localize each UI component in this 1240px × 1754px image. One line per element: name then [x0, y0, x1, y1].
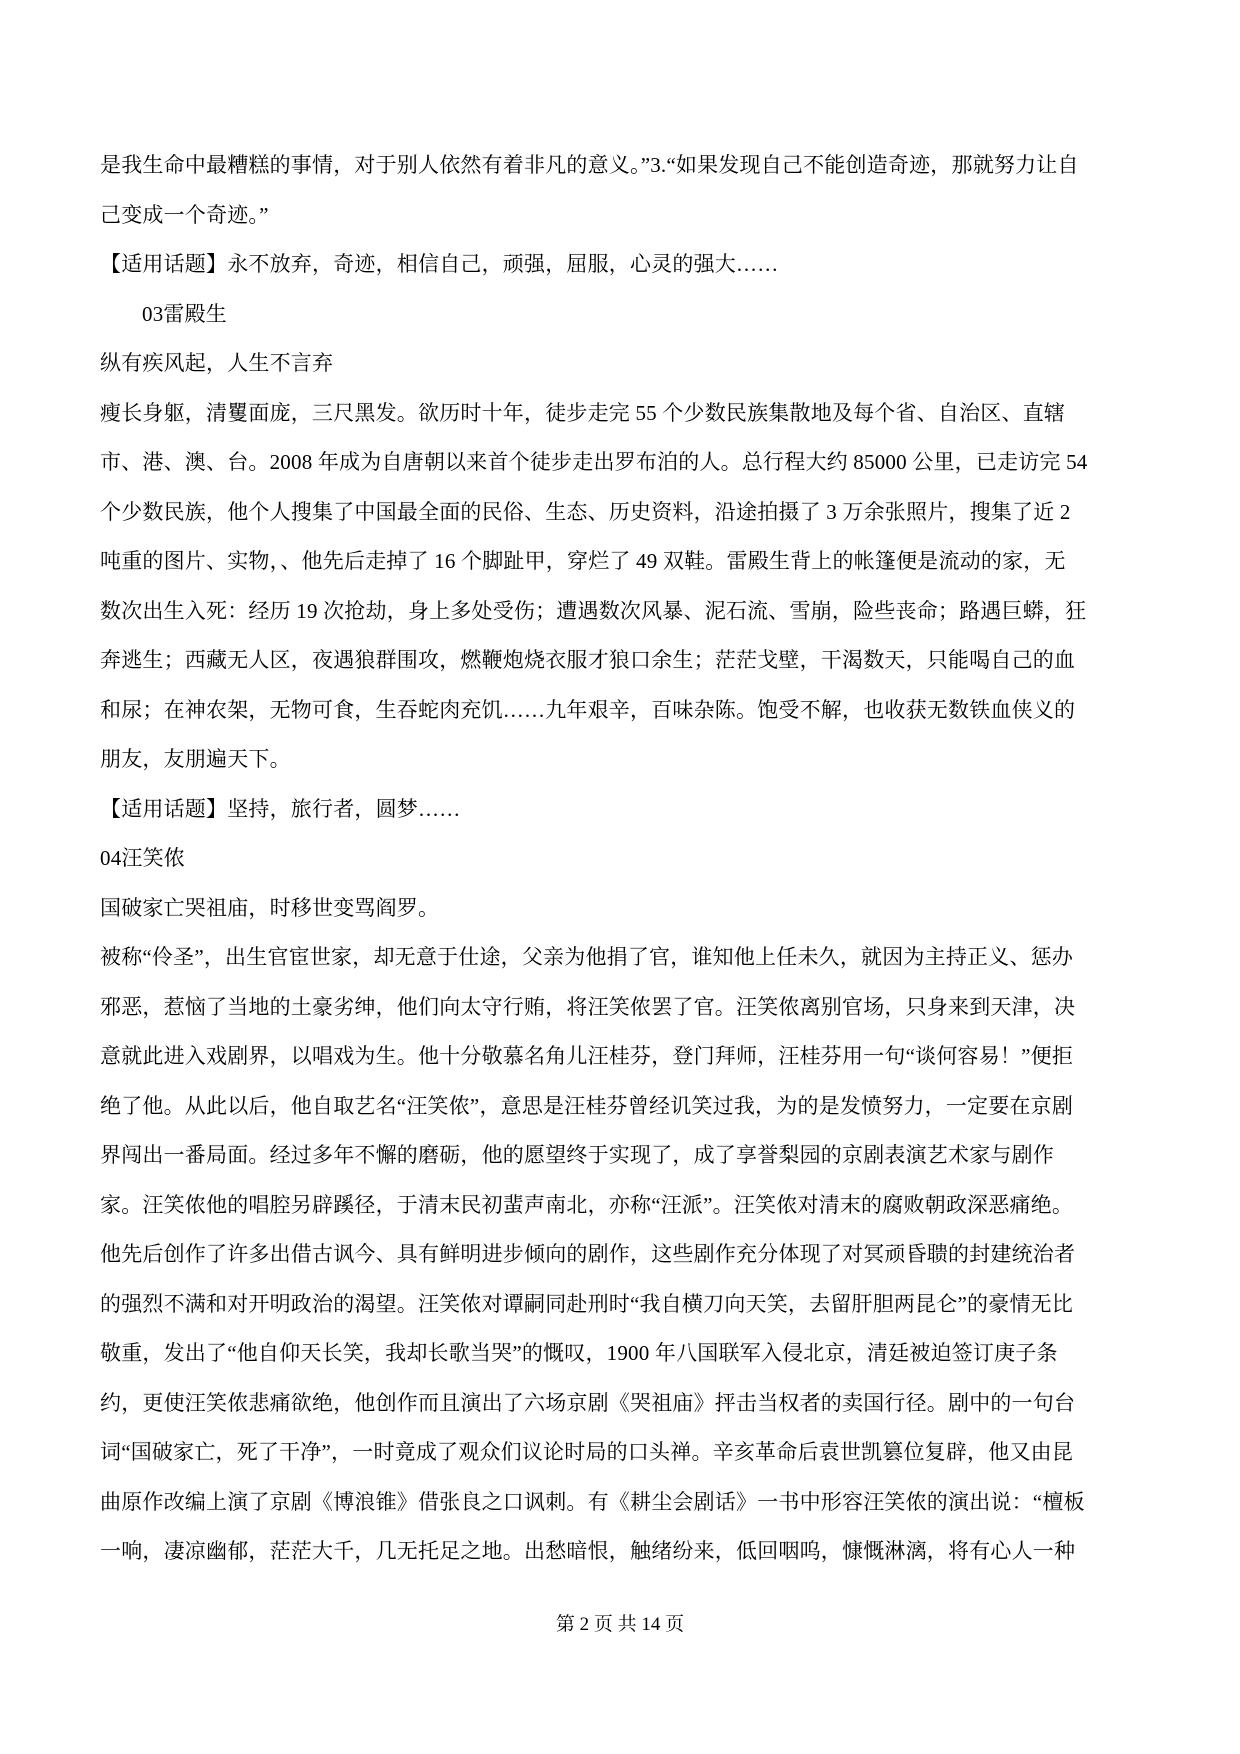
text-line: 吨重的图片、实物，、他先后走掉了 16 个脚趾甲，穿烂了 49 双鞋。雷殿生背上的帐篷便是流动的家，无	[100, 549, 1066, 573]
text-line: 【适用话题】坚持，旅行者，圆梦……	[100, 796, 461, 821]
text-line: 敬重，发出了“他自仰天长笑，我却长歌当哭”的慨叹，1900 年八国联军入侵北京，清廷被迫签订庚子条	[100, 1341, 1058, 1365]
text-line: 一响，凄凉幽郁，茫茫大千，几无托足之地。出愁暗恨，触绪纷来，低回咽呜，慷慨淋漓，将有心人一种	[100, 1539, 1076, 1563]
text-line: 界闯出一番局面。经过多年不懈的磨砺，他的愿望终于实现了，成了享誉梨园的京剧表演艺术家与剧作	[100, 1143, 1054, 1167]
text-line: 词“国破家亡，死了干净”，一时竟成了观众们议论时局的口头禅。辛亥革命后袁世凯篡位复辟，他又由昆	[100, 1440, 1074, 1464]
text-line: 和尿；在神农架，无物可食，生吞蛇肉充饥……九年艰辛，百味杂陈。饱受不解，也收获无数铁血侠义的	[100, 697, 1076, 722]
page-footer: 第 2 页 共 14 页	[555, 1614, 685, 1635]
text-line: 是我生命中最糟糕的事情，对于别人依然有着非凡的意义。”3.“如果发现自己不能创造奇迹，那就努力让自	[100, 153, 1079, 177]
text-line: 曲原作改编上演了京剧《博浪锥》借张良之口讽刺。有《耕尘会剧话》一书中形容汪笑侬的演出说：“檀板	[100, 1489, 1085, 1514]
text-line: 他先后创作了许多出借古讽今、具有鲜明进步倾向的剧作，这些剧作充分体现了对冥顽昏聩的封建统治者	[100, 1242, 1076, 1266]
text-line: 的强烈不满和对开明政治的渴望。汪笑侬对谭嗣同赴刑时“我自横刀向天笑，去留肝胆两昆仑”的豪情无比	[100, 1291, 1074, 1316]
text-line: 朋友，友朋遍天下。	[100, 747, 291, 771]
text-line: 数次出生入死：经历 19 次抢劫，身上多处受伤；遭遇数次风暴、泥石流、雪崩，险些丧命；路遇巨蟒，狂	[100, 598, 1087, 623]
text-line: 04汪笑侬	[100, 846, 185, 870]
text-line: 国破家亡哭祖庙，时移世变骂阎罗。	[100, 895, 440, 920]
text-line: 市、港、澳、台。2008 年成为自唐朝以来首个徒步走出罗布泊的人。总行程大约 85000 公里，已走访完 54	[100, 450, 1088, 474]
text-line: 意就此进入戏剧界，以唱戏为生。他十分敬慕名角儿汪桂芬，登门拜师，汪桂芬用一句“谈何容易！”便拒	[100, 1044, 1074, 1068]
text-line: 己变成一个奇迹。”	[100, 202, 269, 227]
text-line: 邪恶，惹恼了当地的土豪劣绅，他们向太守行贿，将汪笑侬罢了官。汪笑侬离别官场，只身来到天津，决	[100, 994, 1076, 1019]
text-line: 瘦长身躯，清矍面庞，三尺黑发。欲历时十年，徒步走完 55 个少数民族集散地及每个省、自治区、直辖	[100, 400, 1066, 425]
text-line: 奔逃生；西藏无人区，夜遇狼群围攻，燃鞭炮烧衣服才狼口余生；茫茫戈壁，干渴数天，只能喝自己的血	[100, 648, 1076, 672]
text-line: 【适用话题】永不放弃，奇迹，相信自己，顽强，屈服，心灵的强大……	[100, 252, 779, 276]
text-line: 被称“伶圣”，出生官宦世家，却无意于仕途，父亲为他捐了官，谁知他上任未久，就因为主持正义、惩办	[100, 945, 1074, 969]
document-body	[100, 141, 1140, 1577]
text-line: 绝了他。从此以后，他自取艺名“汪笑侬”，意思是汪桂芬曾经讥笑过我，为的是发愤努力，一定要在京剧	[100, 1093, 1074, 1118]
text-line: 03雷殿生	[142, 301, 227, 326]
text-line: 约，更使汪笑侬悲痛欲绝，他创作而且演出了六场京剧《哭祖庙》抨击当权者的卖国行径。剧中的一句台	[100, 1390, 1076, 1415]
text-line: 家。汪笑侬他的唱腔另辟蹊径，于清末民初蜚声南北，亦称“汪派”。汪笑侬对清末的腐败朝政深恶痛绝。	[100, 1192, 1074, 1217]
text-line: 纵有疾风起，人生不言弃	[100, 351, 334, 375]
text-line: 个少数民族，他个人搜集了中国最全面的民俗、生态、历史资料，沿途拍摄了 3 万余张照片，搜集了近 2	[100, 499, 1071, 524]
